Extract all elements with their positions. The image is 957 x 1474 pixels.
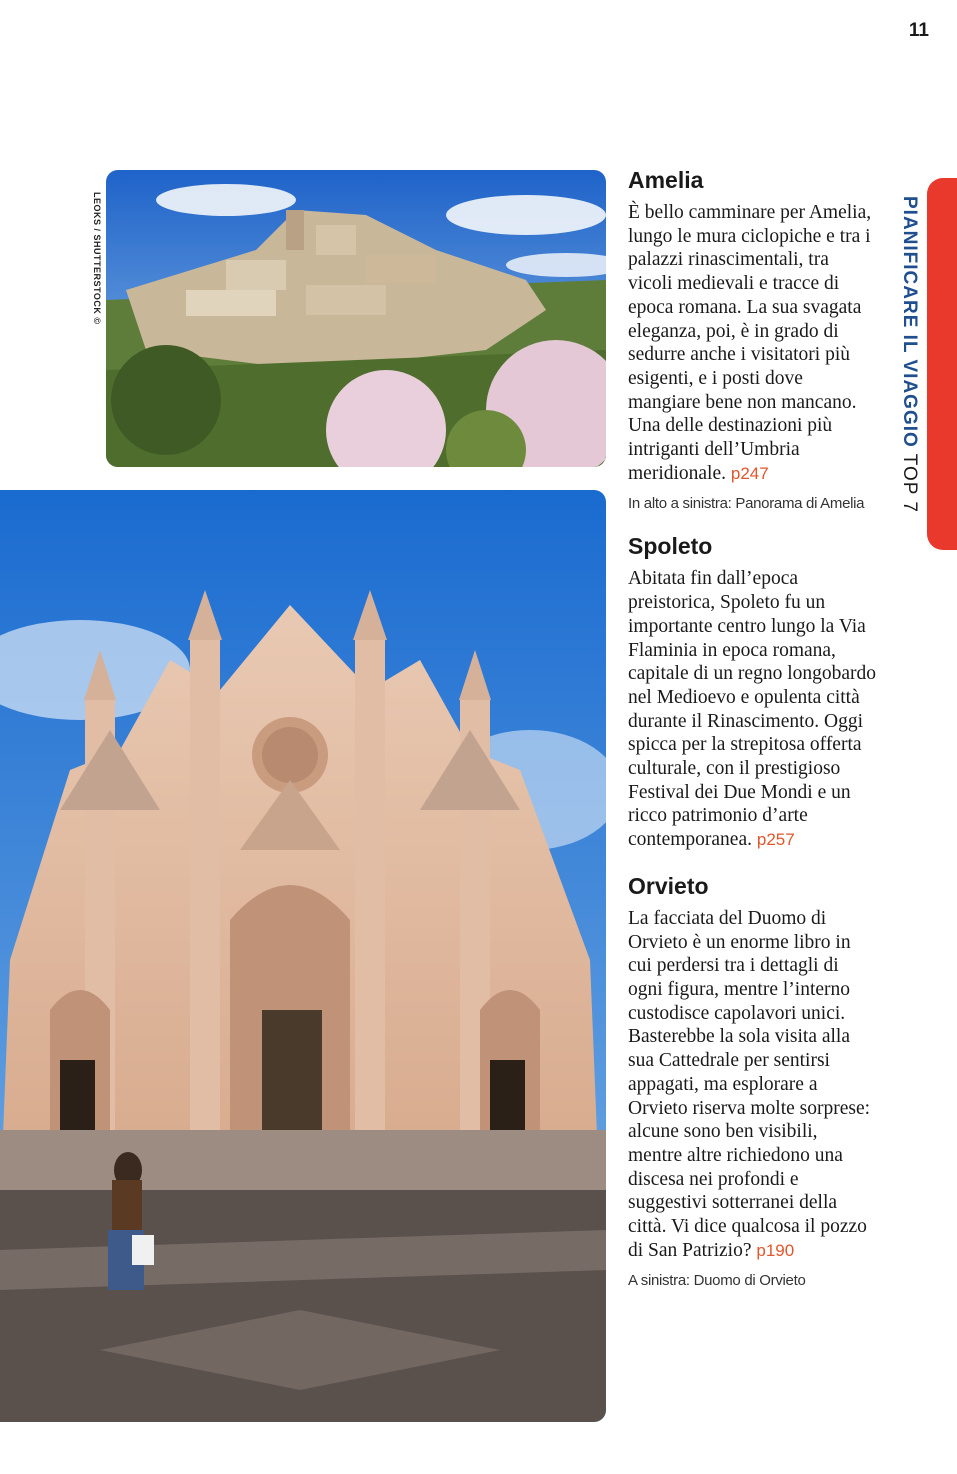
section-title: Spoleto bbox=[628, 533, 713, 560]
section-title: Amelia bbox=[628, 167, 704, 193]
text-column bbox=[628, 164, 876, 1289]
page-reference[interactable]: p190 bbox=[756, 1240, 795, 1260]
amelia-photo bbox=[106, 170, 606, 467]
section-title: Orvieto bbox=[628, 872, 709, 899]
page-reference[interactable]: p247 bbox=[730, 463, 769, 483]
section-spoleto bbox=[628, 530, 876, 851]
side-label-main: PIANIFICARE IL VIAGGIO bbox=[899, 196, 920, 448]
section-body: È bello camminare per Amelia, lungo le mura ciclopiche e tra i palazzi rinascimentali, tra vicoli medievali e tracce di epoca romana. La sua svagata eleganza, poi, è in grado di sedurre anche i visitatori più esigenti, e i posti dove mangiare bene non mancano. Una delle destinazioni più intriganti dell’Umbria meridionale. p247 bbox=[628, 202, 872, 484]
photo-caption: In alto a sinistra: Panorama di Amelia bbox=[628, 495, 865, 513]
side-section-label bbox=[896, 196, 920, 556]
section-orvieto bbox=[628, 870, 876, 1290]
section-body: Abitata fin dall’epoca preistorica, Spoleto fu un importante centro lungo la Via Flaminia in epoca romana, capitale di un regno longobardo nel Medioevo e opulenta città durante il Rinascimento. Oggi spicca per la strepitosa offerta culturale, con il prestigioso Festival dei Due Mondi e un ricco patrimonio d’arte contemporanea. p257 bbox=[628, 568, 877, 851]
page-number: 11 bbox=[908, 20, 929, 41]
section-tab bbox=[927, 178, 957, 550]
photo-credit: LEOKS / SHUTTERSTOCK © bbox=[92, 192, 102, 325]
side-label-sub: TOP 7 bbox=[899, 453, 920, 513]
section-amelia bbox=[628, 164, 876, 512]
page-reference[interactable]: p257 bbox=[756, 830, 795, 850]
orvieto-photo bbox=[0, 490, 606, 1422]
photo-caption: A sinistra: Duomo di Orvieto bbox=[628, 1272, 806, 1290]
section-body: La facciata del Duomo di Orvieto è un enorme libro in cui perdersi tra i dettagli di ogni figura, mentre l’interno custodisce capolavori unici. Basterebbe la sola visita alla sua Cattedrale per sentirsi appagati, ma esplorare a Orvieto riserva molte sorprese: alcune sono ben visibili, mentre altre richiedono una discesa nei profondi e suggestivi sotterranei della città. Vi dice qualcosa il pozzo di San Patrizio? p190 bbox=[628, 907, 871, 1261]
